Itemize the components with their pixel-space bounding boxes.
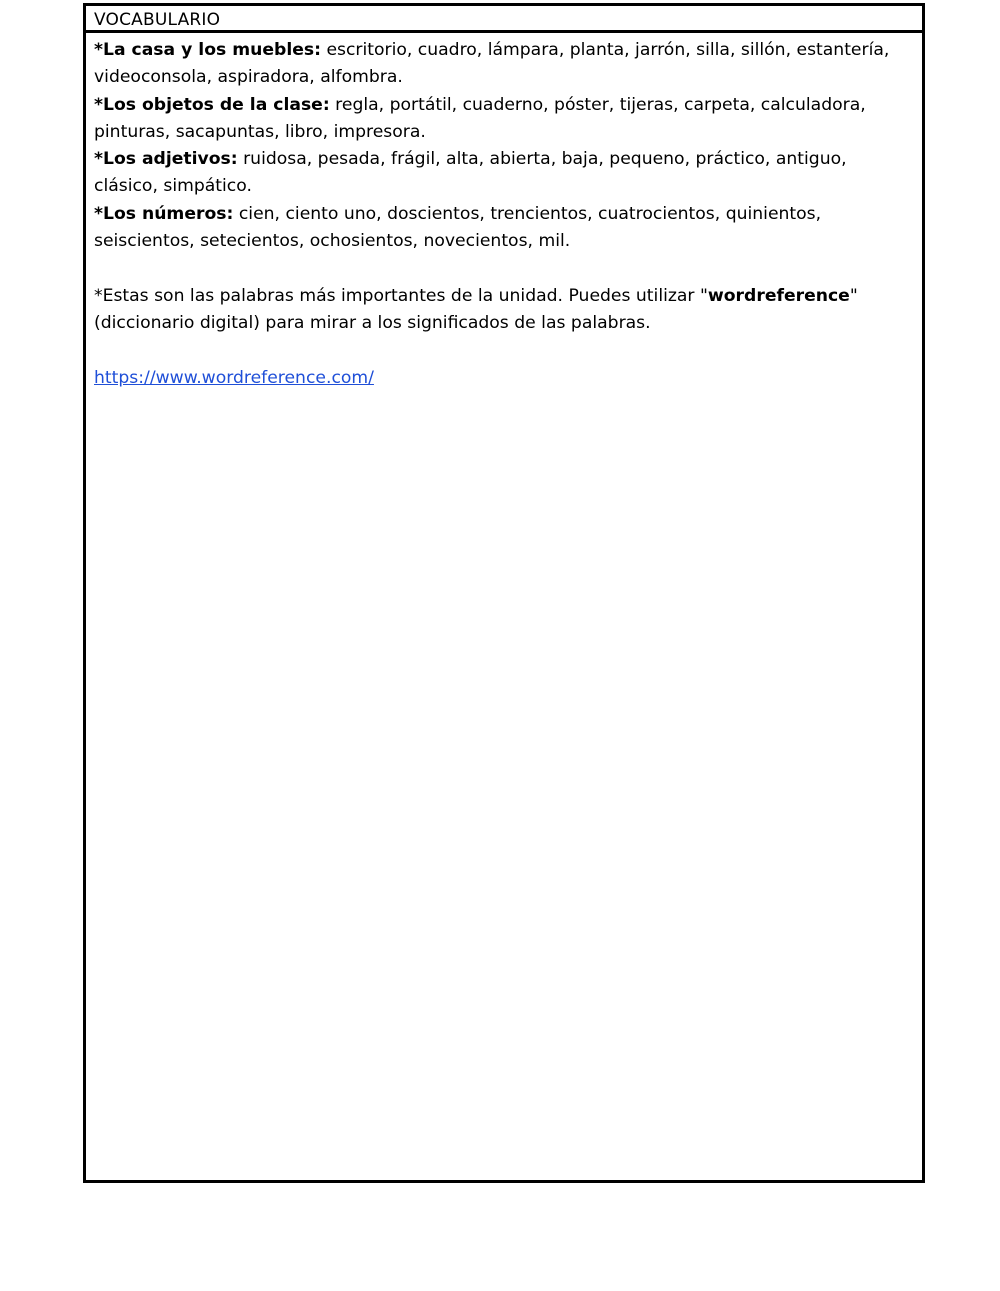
- section-class-objects: [94, 92, 912, 147]
- vocabulary-table: [83, 3, 925, 1183]
- link-line: [94, 365, 912, 392]
- section-text: cien, ciento uno, doscientos, trencientos, cuatrocientos, quinientos, seiscientos, setecientos, ochosientos, novecientos, mil.: [94, 203, 822, 252]
- section-house-furniture: [94, 37, 912, 92]
- section-numbers: [94, 201, 912, 256]
- note-bold: wordreference: [707, 285, 850, 306]
- spacer: [94, 337, 912, 364]
- header-title: VOCABULARIO: [94, 10, 221, 30]
- note-before: *Estas son las palabras más importantes de la unidad. Puedes utilizar ": [94, 285, 708, 306]
- section-label: *Los adjetivos:: [94, 149, 238, 170]
- note-paragraph: [94, 283, 912, 338]
- section-label: *La casa y los muebles:: [94, 40, 321, 60]
- note-after: " (diccionario digital) para mirar a los significados de las palabras.: [94, 285, 858, 333]
- spacer: [94, 255, 912, 282]
- wordreference-link[interactable]: https://www.wordreference.com/: [94, 367, 374, 388]
- section-text: regla, portátil, cuaderno, póster, tijeras, carpeta, calculadora, pinturas, sacapuntas, libro, impresora.: [94, 94, 866, 142]
- table-body: [86, 33, 922, 392]
- section-adjectives: [94, 146, 912, 201]
- section-text: ruidosa, pesada, frágil, alta, abierta, baja, pequeno, práctico, antiguo, clásico, simpático.: [94, 149, 847, 197]
- section-text: escritorio, cuadro, lámpara, planta, jarrón, silla, sillón, estantería, videoconsola, aspiradora, alfombra.: [94, 40, 890, 88]
- table-header: [86, 6, 922, 33]
- section-label: *Los objetos de la clase:: [94, 94, 330, 115]
- section-label: *Los números:: [94, 203, 234, 224]
